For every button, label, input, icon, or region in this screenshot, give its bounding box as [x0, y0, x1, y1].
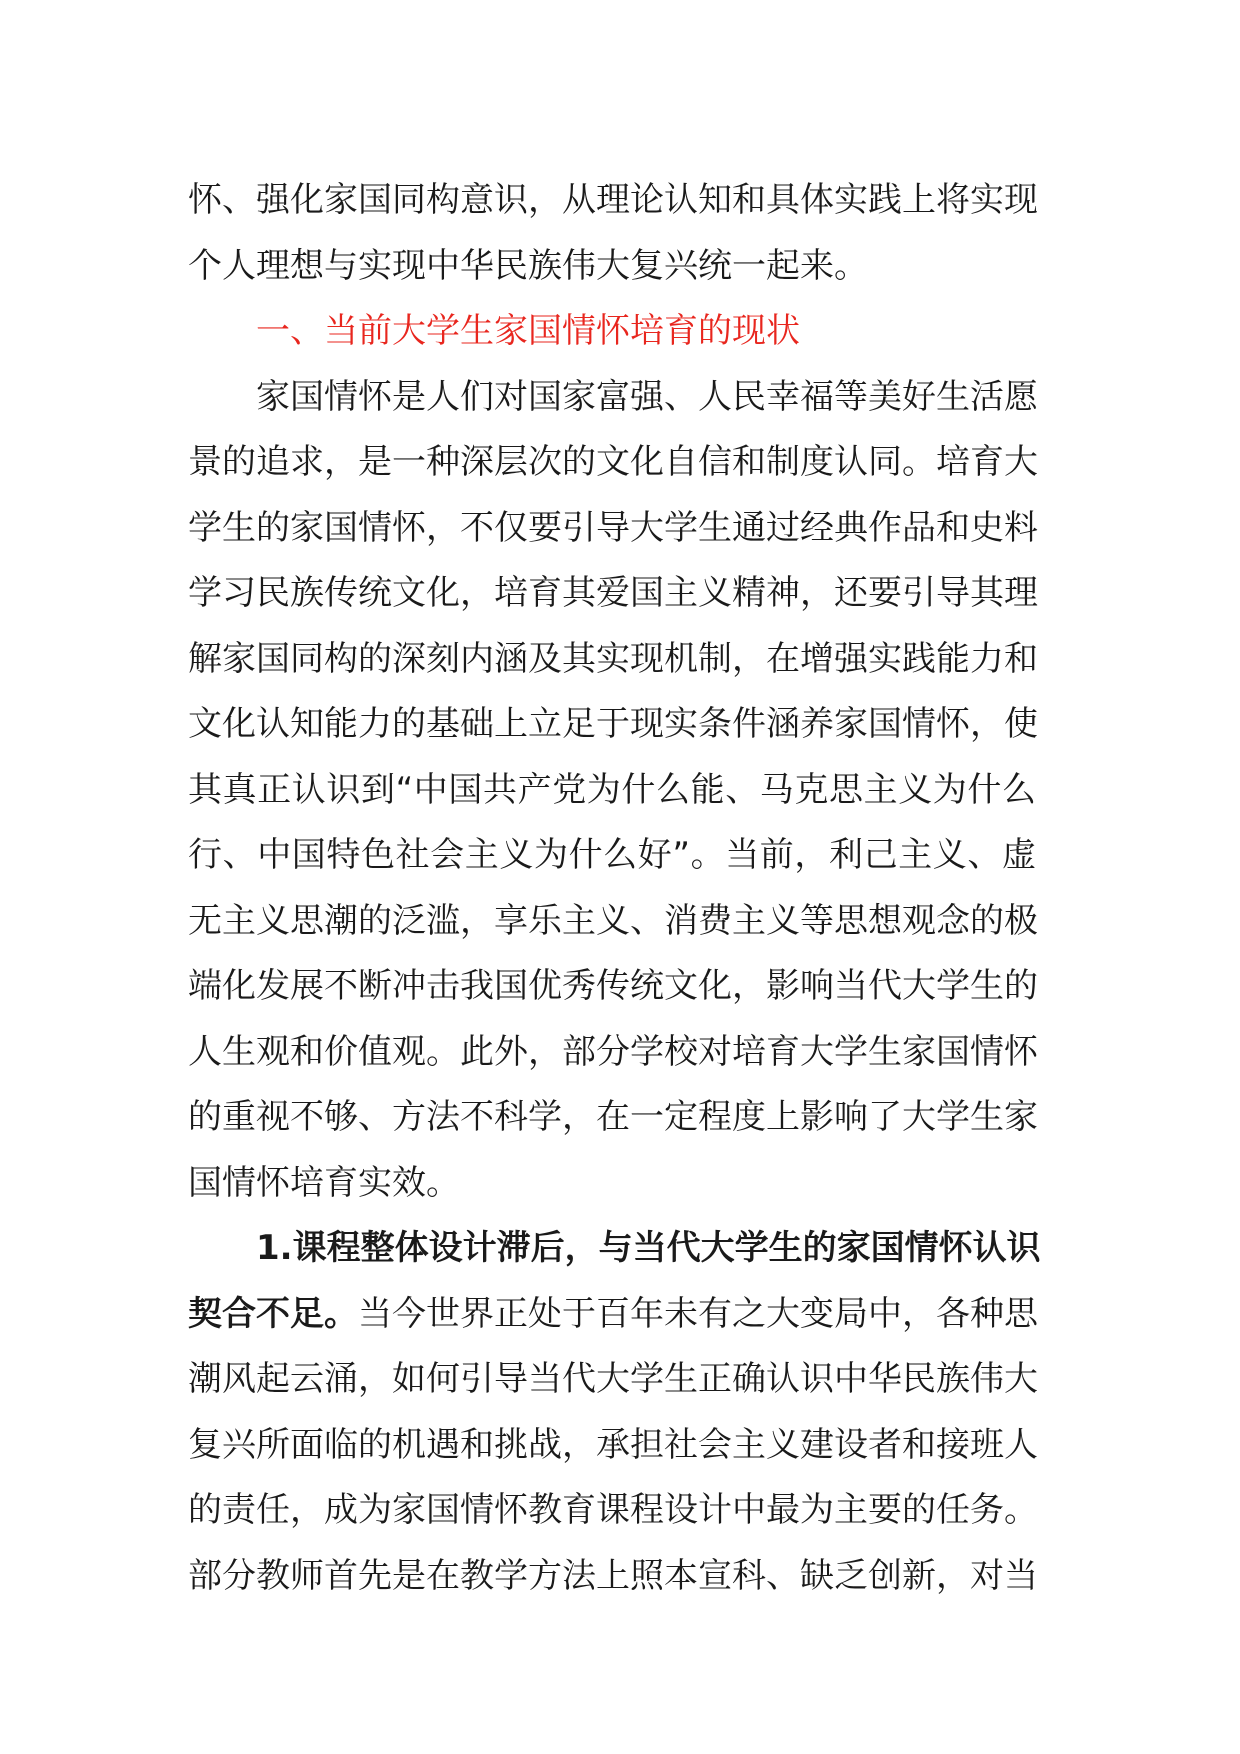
text-line: 学生的家国情怀，不仅要引导大学生通过经典作品和史料 [188, 507, 1038, 548]
document-body [188, 168, 1041, 1609]
status-paragraph [188, 365, 1036, 1217]
point-one-title-end: 契合不足。 [188, 1293, 358, 1334]
intro-paragraph [188, 168, 1036, 299]
section-heading: 一、当前大学生家国情怀培育的现状 [256, 311, 800, 351]
text-line: 人生观和价值观。此外，部分学校对培育大学生家国情怀 [188, 1031, 1038, 1072]
text-line: 潮风起云涌，如何引导当代大学生正确认识中华民族伟大 [188, 1359, 1038, 1399]
text-line: 国情怀培育实效。 [188, 1162, 460, 1203]
text-line: 的责任，成为家国情怀教育课程设计中最为主要的任务。 [188, 1490, 1038, 1530]
text-line: 个人理想与实现中华民族伟大复兴统一起来。 [188, 245, 868, 286]
text-line: 复兴所面临的机遇和挑战，承担社会主义建设者和接班人 [188, 1424, 1038, 1465]
text-line: 的重视不够、方法不科学，在一定程度上影响了大学生家 [188, 1097, 1038, 1137]
text-line: 端化发展不断冲击我国优秀传统文化，影响当代大学生的 [188, 966, 1038, 1006]
text-line [188, 1282, 1036, 1348]
text-line: 其真正认识到“中国共产党为什么能、马克思主义为什么 [188, 769, 1036, 810]
text-line: 学习民族传统文化，培育其爱国主义精神，还要引导其理 [188, 573, 1038, 613]
point-one-text: 当今世界正处于百年未有之大变局中，各种思 [358, 1293, 1038, 1334]
point-one-title: 1.课程整体设计滞后，与当代大学生的家国情怀认识 [256, 1228, 1041, 1268]
text-line: 解家国同构的深刻内涵及其实现机制，在增强实践能力和 [188, 638, 1038, 679]
text-line: 行、中国特色社会主义为什么好”。当前，利己主义、虚 [188, 835, 1036, 875]
text-line: 无主义思潮的泛滥，享乐主义、消费主义等思想观念的极 [188, 900, 1038, 941]
text-line: 怀、强化家国同构意识，从理论认知和具体实践上将实现 [188, 180, 1038, 220]
text-line: 景的追求，是一种深层次的文化自信和制度认同。培育大 [188, 442, 1038, 482]
text-line: 部分教师首先是在教学方法上照本宣科、缺乏创新，对当 [188, 1555, 1038, 1596]
text-line: 文化认知能力的基础上立足于现实条件涵养家国情怀，使 [188, 704, 1038, 744]
point-one-paragraph [188, 1216, 1041, 1609]
text-line: 家国情怀是人们对国家富强、人民幸福等美好生活愿 [256, 376, 1038, 417]
